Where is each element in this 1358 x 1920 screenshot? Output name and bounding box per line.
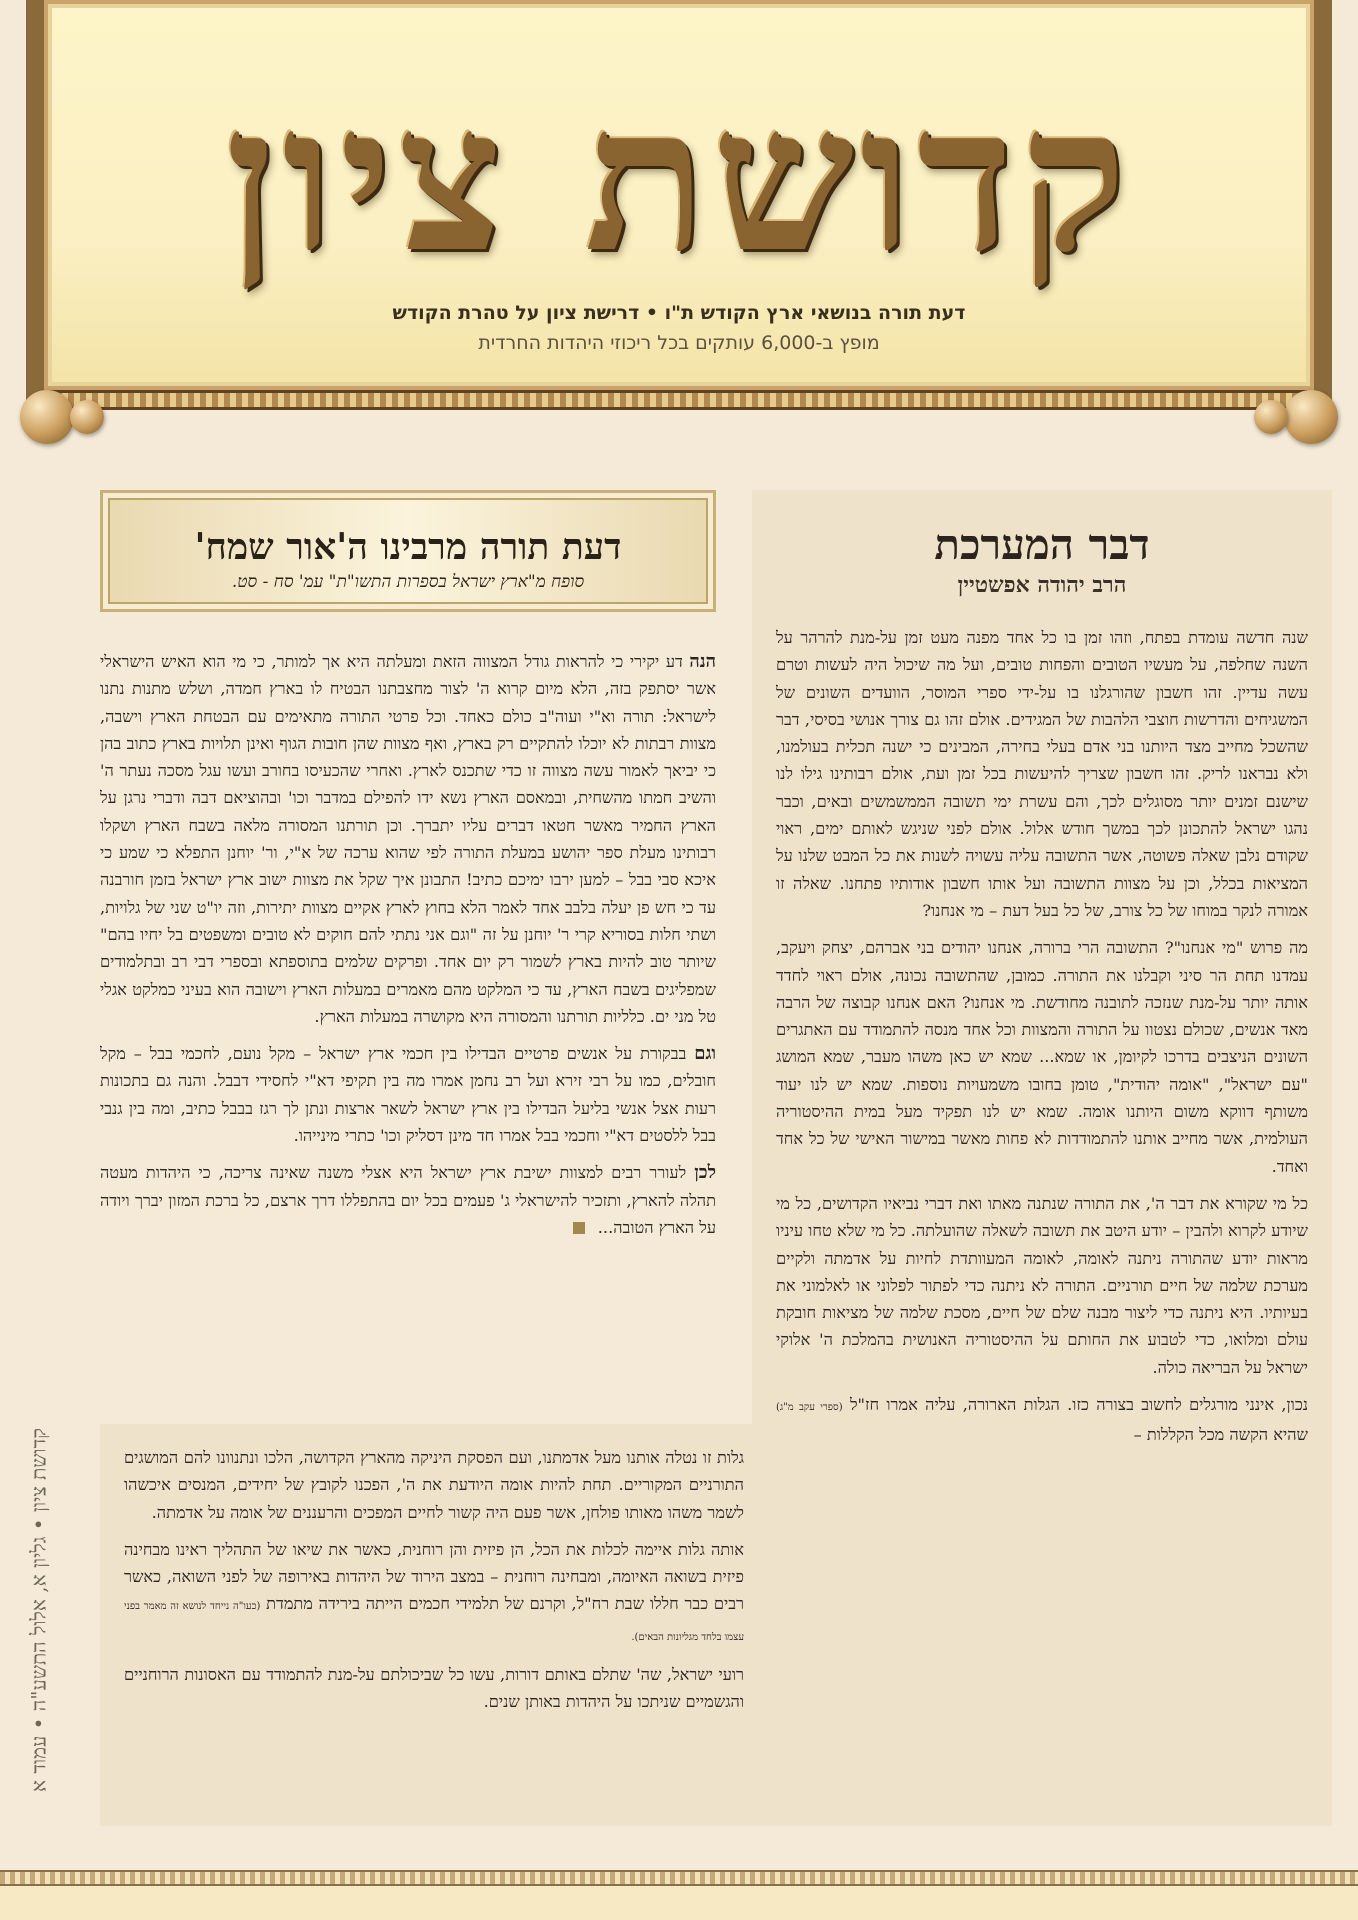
corner-orb-right-small xyxy=(1254,400,1288,434)
article-title: דעת תורה מרבינו ה'אור שמח' xyxy=(194,526,622,568)
lead-word: הנה xyxy=(689,651,716,672)
corner-orb-right xyxy=(1284,390,1338,444)
continuation-paragraph: גלות זו נטלה אותנו מעל אדמתנו, ועם הפסקת היניקה מהארץ הקדושה, הלכו ונתנוונו להם המושגים התורניים המקוריים. תחת להיות אומה היודעת את ה', הפכנו לקובץ של יחידים, המנסים איכשהו לשמר משהו מאותו פולחן, אשר פעם היה קשור לחיים המפכים והרעננים של אומה על אדמתה. xyxy=(124,1448,744,1522)
masthead-distribution: מופץ ב-6,000 עותקים בכל ריכוזי היהדות החרדית xyxy=(478,332,880,354)
article-paragraph xyxy=(100,648,716,1030)
article-source: סופח מ"ארץ ישראל בספרות התשו"ת" עמ' סח - סט. xyxy=(231,572,585,592)
bottom-ornament-border xyxy=(0,1870,1358,1886)
corner-orb-left xyxy=(20,390,74,444)
paragraph-text: בבקורת על אנשים פרטיים הבדילו בין חכמי ארץ ישראל – מקל נועם, לחכמי בבל – מקל חובלים, כמו על רבי זירא ועל רב נחמן אמרו מה בין תקיפי דא"י לחסידי דבבל. והנה גם בתכונות רעות אצל אנשי בליעל הבדילו בין ארץ ישראל לשאר ארצות ונתן לך רגז בבבל כתיב, ומה בין גנבי בבל ללסטים דא"י וחכמי בבל אמרו חד מינן דסליק וכו' כתרי מינייהו. xyxy=(100,1044,716,1146)
running-head xyxy=(26,1390,52,1830)
editor-paragraph-text: נכון, אינני מורגלים לחשוב בצורה כזו. הגלות הארורה, עליה אמרו חז"ל xyxy=(849,1395,1308,1415)
editor-column-title: דבר המערכת xyxy=(934,520,1150,569)
corner-orb-left-small xyxy=(70,400,104,434)
paragraph-text: אותה גלות איימה לכלות את הכל, הן פיזית והן רוחנית, כאשר את שיאו של התהליך ראינו מבחינה פיזית בשואה האיומה, ומבחינה רוחנית – במצב הירוד של היהדות באירופה של לפני השואה, כאשר רבים כבר חללו שבת רח"ל, וקרנם של תלמידי חכמים הייתה בירידה מתמדת xyxy=(124,1539,744,1614)
running-head-text: קדושת ציון • גליון א, אלול התשע"ה • עמוד א xyxy=(26,1428,51,1792)
source-note: (ספרי עקב מ"ג) xyxy=(776,1402,843,1414)
masthead-subtitle: דעת תורה בנושאי ארץ הקודש ת"ו • דרישת ציון על טהרת הקודש xyxy=(392,302,966,324)
article-paragraph xyxy=(100,1159,716,1241)
lead-word: לכן xyxy=(694,1162,716,1184)
editor-paragraph-last xyxy=(776,1391,1308,1449)
editor-column-body xyxy=(776,624,1308,1459)
footnote-note: (כעו"ה נייחד לנושא זה מאמר בפני עצמו בלחד מגליונות הבאים). xyxy=(124,1601,744,1643)
continuation-paragraph: רועי ישראל, שה' שתלם באותם דורות, עשו כל שביכולתם על-מנת להתמודד עם האסונות הרוחניים והגשמיים שניתכו על היהדות באותן שנים. xyxy=(124,1665,744,1712)
continuation-paragraph xyxy=(124,1536,744,1651)
masthead-title: קדושת ציון xyxy=(225,62,1133,297)
editor-paragraph: מה פרוש "מי אנחנו"? התשובה הרי ברורה, אנחנו יהודים בני אברהם, יצחק ויעקב, עמדנו תחת הר סיני וקבלנו את התורה. כמובן, שהתשובה נכונה, אולם ראוי לחדד אותה יותר על-מנת שנזכה לתובנה מחודשת. מי אנחנו? האם אנחנו קבוצה של הרבה מאד אנשים, שכולם נצטוו על התורה והמצוות וכל אחד מנסה להתמודד עם האתגרים השונים הניצבים בדרכו לקיומן, או שמא... שמא יש כאן משהו מעבר, שמא המושג "עם ישראל", "אומה יהודית", טומן בחובו משמעויות נוספות. שמא יש לנו יעוד משותף דווקא משום היותנו אומה. שמא יש לנו תפקיד מעל במית ההיסטוריה העולמית, אשר מחייב אותנו להתמודדות לא פחות מאשר במישור האישי של כל אחד ואחד. xyxy=(776,938,1308,1176)
article-paragraph xyxy=(100,1040,716,1149)
editor-paragraph-tail: שהיא הקשה מכל הקללות – xyxy=(1133,1425,1308,1445)
bottom-band xyxy=(0,1886,1358,1920)
article-body xyxy=(100,648,716,1251)
beaded-border xyxy=(44,390,1314,410)
editor-paragraph: כל מי שקורא את דבר ה', את התורה שנתנה מאתו ואת דברי נביאיו הקדושים, כל מי שיודע לקרוא ולהבין – יודע היטב את תשובה לשאלה שהועלתה. כל מי שלא טחו עיניו מראות יודע שהתורה ניתנה לאומה, לאומה המעוותדת לחיות על אדמתה ולקיים מערכת שלמה של חיים תורניים. התורה לא ניתנה כדי לפתור לפלוני או לאלמוני את בעיותיו. היא ניתנה כדי ליצור מבנה שלם של חיים, מסכת שלמה של מציאות חובקת עולם ומלואו, כדי לטבוע את החותם על ההיסטוריה האנושית בהמלכת ה' אלוקי ישראל על הבריאה כולה. xyxy=(776,1193,1308,1377)
paragraph-text: דע יקירי כי להראות גודל המצווה הזאת ומעלתה היא אך למותר, כי מי הוא האיש הישראלי אשר יסתפק בזה, הלא מיום קרוא ה' לצור מחצבתנו הבטיח לו בארץ חמדה, ושלש מתנות נתנו לישראל: תורה וא"י ועוה"ב כולם כאחד. וכל פרטי התורה מתאימים עם הבטחת הארץ וישבה, מצוות רבתות לא יוכלו להתקיים רק בארץ, ואף מצוות שהן חובות הגוף ואינן תלויות בארץ כתוב בהן כי יביאך לאמור עשה מצווה זו כדי שתכנס לארץ. ואחרי שהכעיסו בחורב ועשו עגל מסכה נעתר ה' והשיב חמתו מהשחית, ובמאסם הארץ נשא ידו להפילם במדבר וכו' ובהוציאם דבה ודברי נרגן על הארץ החמיר מאשר חטאו דברים עליו יתברך. וכן תורתנו המסורה מלאה בשבח הארץ ושקלו רבותינו מעלת ספר יהושע במעלת התורה לפי שהוא ערכה של א"י, ור' יוחנן התפלא כי שמע כי איכא סבי בבל – למען ירבו ימיכם כתיב! התבונן איך שקל את מצוות ישוב ארץ ישראל בזמן חורבנה עד כי חש פן יעלה בלבב אחד לאמר הלא בחוץ לארץ אקיים מצוות יתירות, וזה יו"ט שני של גלויות, ושתי חלות בסוריא קרי ר' יוחנן על זה "וגם אני נתתי להם חוקים לא טובים ומשפטים בל יחיו בהם" שיותר טוב להיות בארץ לשמור רק יום אחד. ופרקים שלמים בתוספתא ובספרי דבי רב ובתלמודים שמפליגים בשבח הארץ, עד כי המלקט מהם מאמרים במעלות הארץ וישובה הוא בעיני כמלקט אגלי טל מני ים. כלליות תורתנו והמסורה היא מקושרה במעלות הארץ. xyxy=(100,652,716,1026)
editor-paragraph: שנה חדשה עומדת בפתח, וזהו זמן בו כל אחד מפנה מעט זמן על-מנת להרהר על השנה שחלפה, על מעשיו הטובים והפחות טובים, ועל מה שיכול היה לעשות וטרם עשה עדיין. זהו חשבון שהורגלנו בו על-ידי ספרי המוסר, הוועדים השונים של המשגיחים והדרשות חוצבי הלהבות של המגידים. אולם זהו גם צורך אנושי בסיסי, דבר שהשכל מחייב מצד היותנו בני אדם בעלי בחירה, המבינים כי ישנה תכלית בעולמנו, ולא נבראנו לריק. זהו חשבון שצריך להיעשות בכל זמן ועת, אולם רבותינו גילו לנו שישנם זמנים יותר מסוגלים לכך, והם עשרת ימי תשובה הממשמשים ובאים, וכבר נהגו ישראל להתכונן לכך במשך חודש אלול. אולם לפני שניגש לאותם ימים, ראוי שקודם נלבן שאלה פשוטה, אשר התשובה עליה עשויה לשנות את כל המבט שלנו על המציאות בכלל, וכן על מצוות התשובה ועל אותו חשבון אודותיו פתחנו. שאלה זו אמורה לנקר במוחו של כל צורב, של כל בעל דעת – מי אנחנו? xyxy=(776,628,1308,920)
continuation-body xyxy=(124,1444,744,1726)
paragraph-text: לעורר רבים למצוות ישיבת ארץ ישראל היא אצלי משנה שאינה צריכה, כי היהדות מעטה תהלה להארץ, ותזכיר להישראלי ג' פעמים בכל יום בהתפללו דרך ארצם, כל ברכת המזון יברך ויודה על הארץ הטובה... xyxy=(100,1163,716,1237)
editor-column-author: הרב יהודה אפשטיין xyxy=(957,572,1127,598)
end-of-article-icon xyxy=(573,1222,585,1234)
lead-word: וגם xyxy=(694,1043,717,1065)
